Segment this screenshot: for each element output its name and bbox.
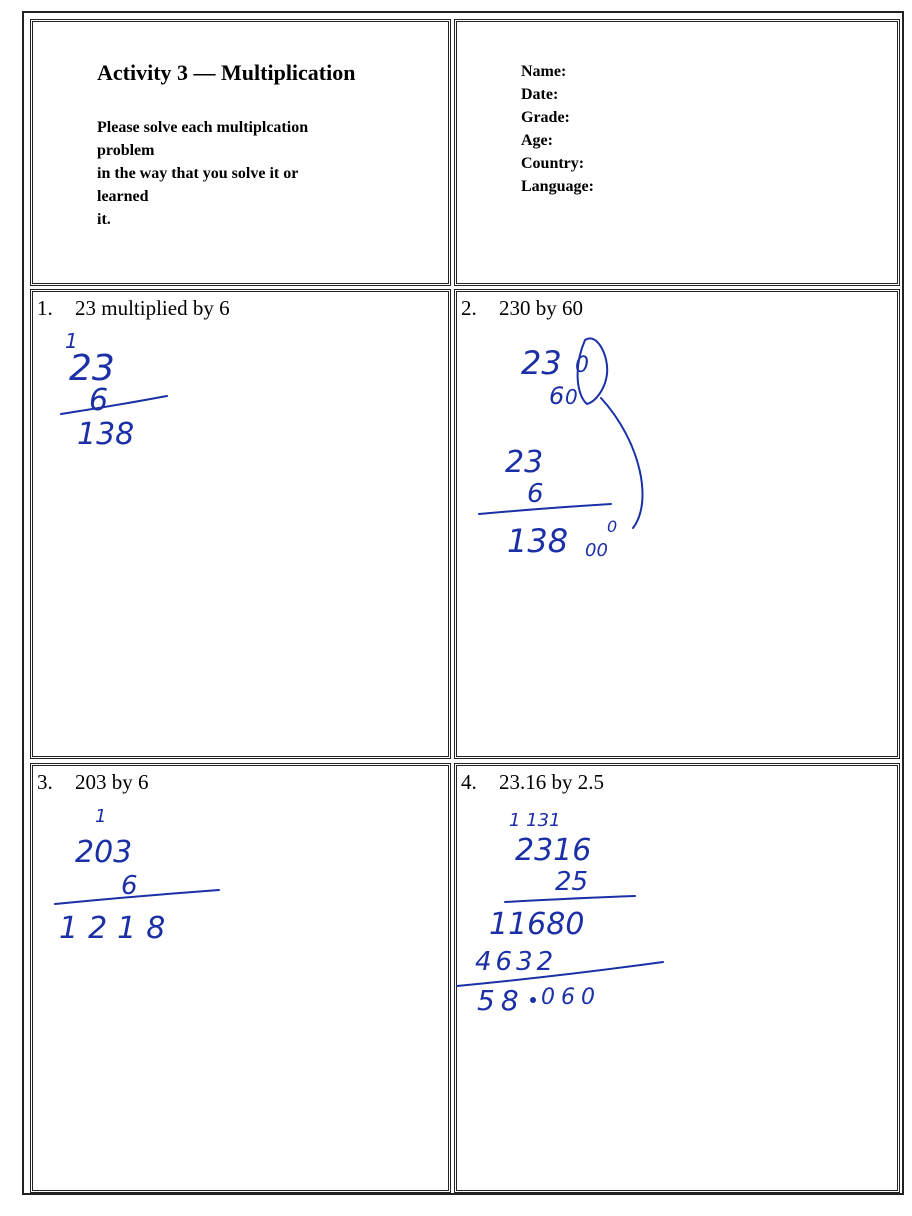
problem-text: 230 by 60 xyxy=(499,296,583,320)
worksheet xyxy=(22,11,904,1195)
activity-title: Activity 3 — Multiplication xyxy=(97,60,356,85)
hw-product-integer: 58 xyxy=(477,984,525,1017)
header-fields-cell xyxy=(454,19,900,286)
hw-arrow-curve xyxy=(601,398,643,528)
problem-text: 23 multiplied by 6 xyxy=(75,296,230,320)
hw-extra-zero: 0 xyxy=(607,517,618,536)
header-instructions-cell xyxy=(30,19,451,286)
hw-multiplier-a: 6 xyxy=(549,382,565,410)
problem-number: 4. xyxy=(461,770,477,794)
hw-multiplier: 6 xyxy=(89,383,109,418)
problem-text: 203 by 6 xyxy=(75,770,149,794)
problem-1-handwriting xyxy=(33,292,448,756)
problem-3-handwriting xyxy=(33,766,448,1190)
problem-number: 2. xyxy=(461,296,477,320)
problem-4-cell xyxy=(454,763,900,1193)
hw-carry: 1 xyxy=(95,806,107,827)
hw-multiplicand: 203 xyxy=(75,835,133,870)
hw-zero-b: 0 xyxy=(565,385,578,409)
hw-multiplicand: 2316 xyxy=(515,833,592,868)
problem-number: 1. xyxy=(37,296,53,320)
field-language: Language: xyxy=(521,178,594,195)
instructions-line: learned xyxy=(97,188,149,205)
problem-text: 23.16 by 2.5 xyxy=(499,770,604,794)
hw-carries: 1 131 xyxy=(509,810,561,831)
problem-2-cell xyxy=(454,289,900,759)
field-grade: Grade: xyxy=(521,109,570,126)
field-age: Age: xyxy=(521,132,553,149)
field-country: Country: xyxy=(521,155,585,172)
hw-product: 1218 xyxy=(59,911,176,946)
hw-multiplicand-a: 23 xyxy=(521,344,562,382)
hw-multiplier: 6 xyxy=(527,479,544,509)
hw-rule-line xyxy=(61,396,167,414)
instructions xyxy=(97,116,397,231)
hw-multiplier: 6 xyxy=(121,871,138,901)
instructions-line: problem xyxy=(97,142,155,159)
instructions-line: in the way that you solve it or xyxy=(97,165,299,182)
hw-zero-a: 0 xyxy=(575,353,589,378)
instructions-line: it. xyxy=(97,211,111,228)
hw-multiplier: 25 xyxy=(555,867,589,897)
problem-4-handwriting xyxy=(457,766,897,1190)
field-name: Name: xyxy=(521,63,567,80)
problem-3-cell xyxy=(30,763,451,1193)
student-info-fields xyxy=(521,60,594,198)
hw-carry: 1 xyxy=(65,329,78,353)
problem-2-handwriting xyxy=(457,292,897,756)
hw-product-zeros: 00 xyxy=(585,540,608,561)
hw-partial-product-2: 4632 xyxy=(475,947,558,977)
hw-multiplicand: 23 xyxy=(505,445,544,480)
hw-product: 138 xyxy=(77,417,135,452)
hw-decimal-point xyxy=(530,997,536,1003)
hw-partial-product-1: 11680 xyxy=(489,907,585,942)
problem-1-cell xyxy=(30,289,451,759)
problem-number: 3. xyxy=(37,770,53,794)
hw-product: 138 xyxy=(507,522,569,560)
field-date: Date: xyxy=(521,86,559,103)
hw-product-decimal: 060 xyxy=(541,985,601,1010)
hw-rule-line xyxy=(479,504,611,514)
instructions-line: Please solve each multiplcation xyxy=(97,119,309,136)
hw-multiplicand: 23 xyxy=(69,348,115,389)
